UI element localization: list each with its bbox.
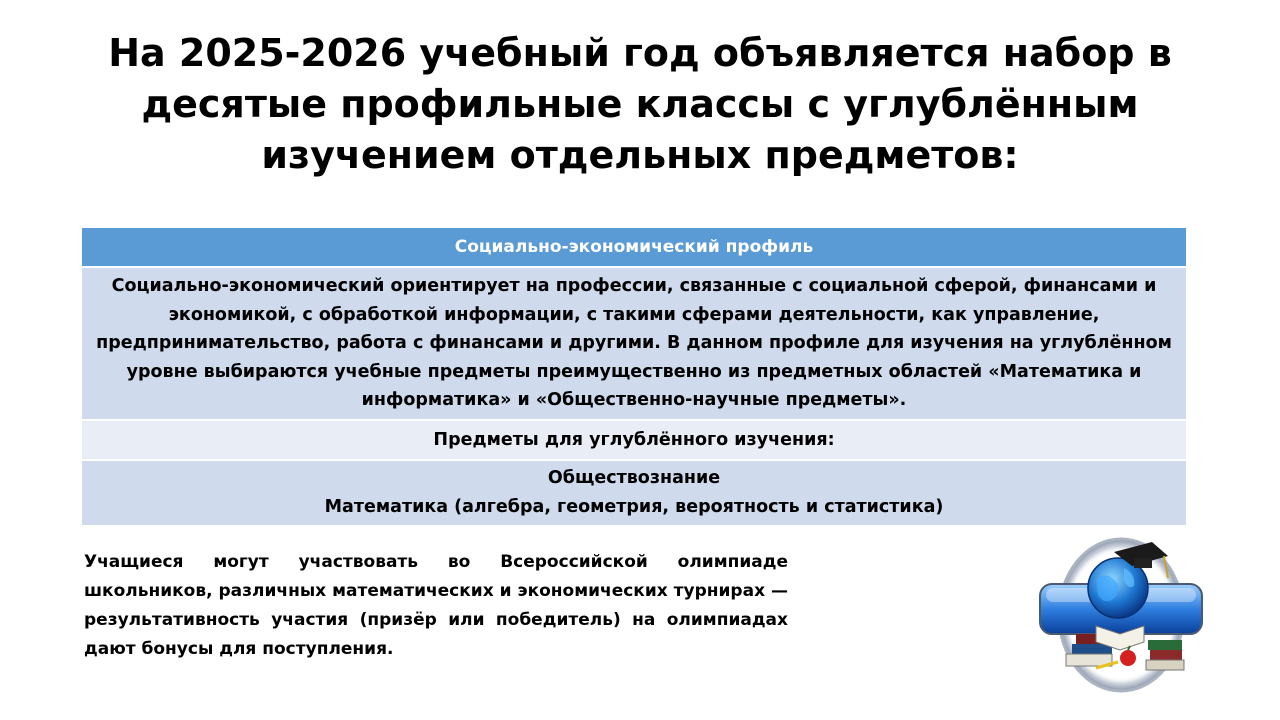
subjects-cell	[82, 460, 1186, 525]
profile-table	[82, 228, 1186, 525]
table-row	[82, 420, 1186, 460]
subject-item: Математика (алгебра, геометрия, вероятность и статистика)	[324, 497, 944, 517]
page-title: На 2025-2026 учебный год объявляется набор в десятые профильные классы с углублённым изучением отдельных предметов:	[108, 31, 1172, 177]
profile-description: Социально-экономический ориентирует на профессии, связанные с социальной сферой, финансами и экономикой, с обработкой информации, с такими сферами деятельности, как управление, предпринимательство, работа с финансами и другими. В данном профиле для изучения на углублённом уровне выбираются учебные предметы преимущественно из предметных областей «Математика и информатика» и «Общественно-научные предметы».	[82, 267, 1186, 420]
table-header-row	[82, 228, 1186, 267]
table-row	[82, 267, 1186, 420]
profile-name: Социально-экономический профиль	[82, 228, 1186, 267]
table-row	[82, 460, 1186, 525]
subjects-heading: Предметы для углублённого изучения:	[82, 420, 1186, 460]
subject-item: Обществознание	[547, 468, 721, 488]
globe-graduation-cap-books-icon	[1036, 530, 1206, 695]
olympiad-note: Учащиеся могут участвовать во Всероссийской олимпиаде школьников, различных математических и экономических турнирах — результативность участия (призёр или победитель) на олимпиадах дают бонусы для поступления.	[84, 552, 788, 659]
